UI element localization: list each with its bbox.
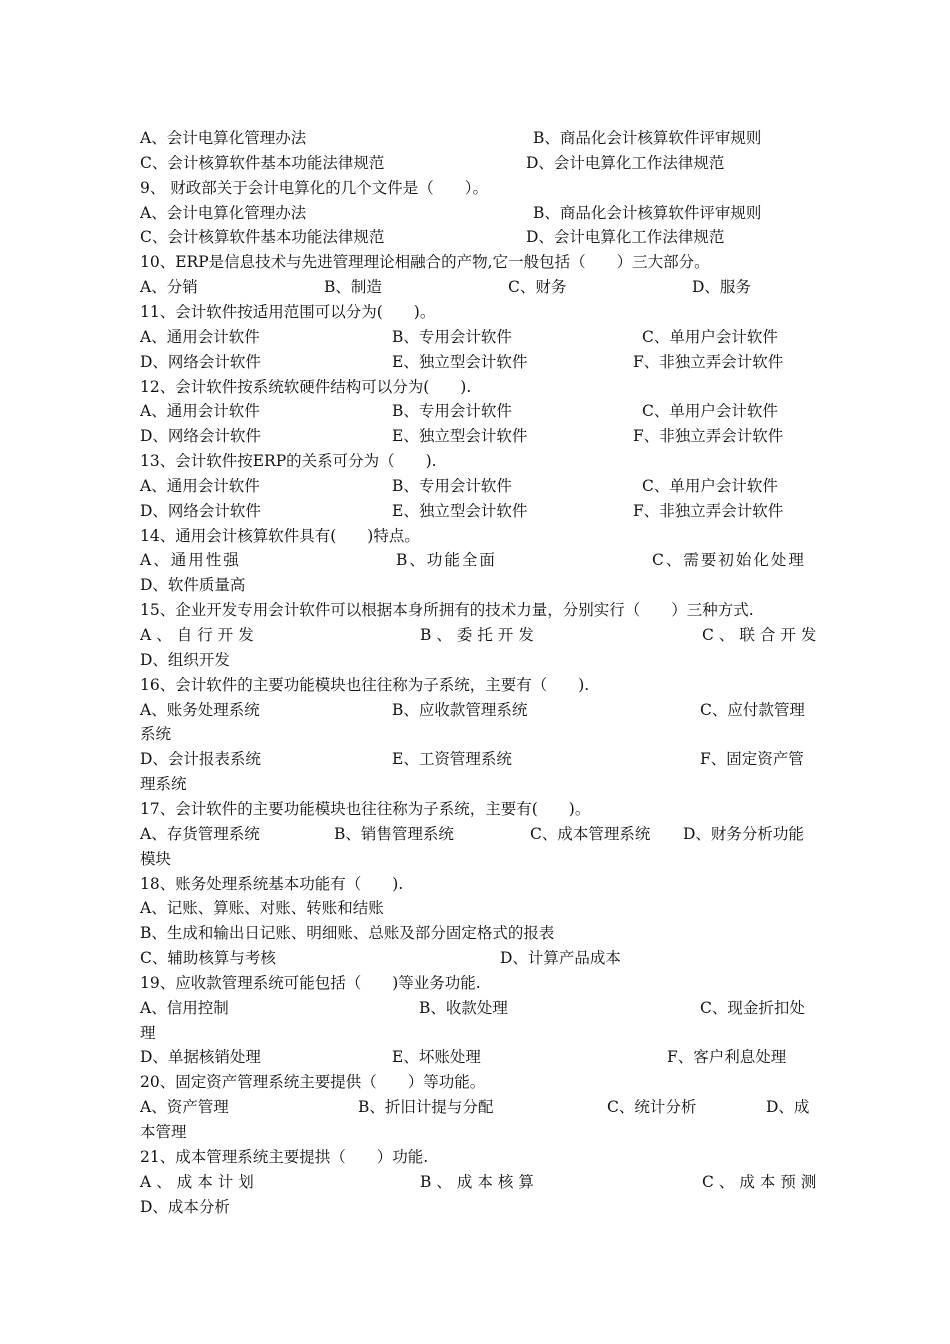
option-text: B、专用会计软件	[392, 327, 512, 346]
line-text: D、单据核销处理	[140, 1048, 261, 1067]
line-text: C、辅助核算与考核	[140, 949, 276, 968]
line-text: 10、ERP是信息技术与先进管理理论相融合的产物,它一般包括（ ）三大部分。	[140, 253, 710, 272]
option-text: C、现金折扣处	[700, 998, 805, 1017]
option-text: C、单用户会计软件	[642, 402, 778, 421]
line-text: 理	[140, 1023, 156, 1042]
option-text: F、非独立弄会计软件	[633, 427, 784, 446]
line-text: 17、会计软件的主要功能模块也往往称为子系统，主要有( )。	[140, 799, 591, 818]
line-text: A、资产管理	[140, 1098, 229, 1117]
line-text: B、生成和输出日记账、明细账、总账及部分固定格式的报表	[140, 924, 555, 943]
line-text: 20、固定资产管理系统主要提供（ ）等功能。	[140, 1073, 486, 1092]
option-text: B、专用会计软件	[392, 476, 512, 495]
option-text: F、非独立弄会计软件	[633, 501, 784, 520]
option-text: B、收款处理	[419, 998, 508, 1017]
option-text: C、需要初始化处理	[652, 551, 806, 570]
line-text: 14、通用会计核算软件具有( )特点。	[140, 526, 420, 545]
line-text: 本管理	[140, 1123, 187, 1141]
option-text: C、单用户会计软件	[642, 476, 778, 495]
option-text: F、非独立弄会计软件	[633, 352, 784, 371]
option-text: E、独立型会计软件	[392, 501, 528, 520]
line-text: A、通用性强	[140, 551, 241, 570]
line-text: A、通用会计软件	[140, 327, 260, 346]
option-text: E、坏账处理	[392, 1048, 481, 1067]
line-text: 12、会计软件按系统软硬件结构可以分为( ).	[140, 377, 472, 396]
line-text: A、成本计划	[140, 1172, 259, 1191]
line-text: A、自行开发	[140, 626, 259, 644]
option-text: B、专用会计软件	[392, 402, 512, 421]
line-text: A、分销	[140, 278, 198, 297]
line-text: D、网络会计软件	[140, 352, 261, 371]
line-text: D、软件质量高	[140, 576, 246, 595]
line-text: 15、企业开发专用会计软件可以根据本身所拥有的技术力量，分别实行（ ）三种方式.	[140, 601, 754, 620]
line-text: A、通用会计软件	[140, 402, 260, 421]
option-text: D、财务分析功能	[683, 824, 804, 843]
option-text: C、联合开发	[702, 626, 822, 644]
option-text: D、会计电算化工作法律规范	[526, 153, 725, 172]
option-text: D、成	[766, 1098, 810, 1117]
line-text: 9、 财政部关于会计电算化的几个文件是（ ）。	[140, 178, 489, 197]
line-text: D、网络会计软件	[140, 501, 261, 520]
line-text: 理系统	[140, 775, 187, 794]
option-text: C、成本预测	[702, 1172, 822, 1191]
option-text: F、客户利息处理	[667, 1048, 787, 1067]
line-text: D、成本分析	[140, 1197, 230, 1216]
option-text: D、服务	[692, 278, 751, 297]
option-text: B、成本核算	[420, 1172, 539, 1191]
line-text: A、会计电算化管理办法	[140, 129, 307, 147]
option-text: B、委托开发	[420, 626, 539, 644]
line-text: D、会计报表系统	[140, 750, 261, 769]
option-text: C、成本管理系统	[530, 824, 651, 843]
option-text: C、应付款管理	[700, 700, 805, 719]
option-text: B、商品化会计核算软件评审规则	[533, 203, 762, 222]
option-text: B、商品化会计核算软件评审规则	[533, 129, 762, 147]
line-text: A、通用会计软件	[140, 476, 260, 495]
option-text: C、财务	[508, 278, 567, 297]
option-text: B、制造	[324, 278, 382, 297]
option-text: B、功能全面	[396, 551, 497, 570]
line-text: 18、账务处理系统基本功能有（ ).	[140, 874, 404, 893]
line-text: D、网络会计软件	[140, 427, 261, 446]
line-text: A、信用控制	[140, 998, 229, 1017]
option-text: C、统计分析	[607, 1098, 697, 1117]
line-text: A、存货管理系统	[140, 824, 260, 843]
line-text: 19、应收款管理系统可能包括（ )等业务功能.	[140, 973, 481, 992]
line-text: C、会计核算软件基本功能法律规范	[140, 228, 385, 247]
line-text: 21、成本管理系统主要提拱（ ）功能.	[140, 1147, 429, 1166]
line-text: 11、会计软件按适用范围可以分为( )。	[140, 302, 436, 321]
line-text: A、记账、算账、对账、转账和结账	[140, 899, 384, 918]
option-text: B、应收款管理系统	[392, 700, 528, 719]
line-text: 模块	[140, 849, 172, 868]
line-text: A、账务处理系统	[140, 700, 260, 719]
option-text: B、折旧计提与分配	[358, 1098, 494, 1117]
option-text: C、单用户会计软件	[642, 327, 778, 346]
line-text: 13、会计软件按ERP的关系可分为（ ).	[140, 452, 437, 471]
option-text: D、计算产品成本	[500, 949, 621, 968]
option-text: B、销售管理系统	[334, 824, 454, 843]
line-text: D、组织开发	[140, 650, 230, 669]
option-text: E、独立型会计软件	[392, 352, 528, 371]
option-text: E、工资管理系统	[392, 750, 512, 769]
option-text: F、固定资产管	[700, 750, 804, 769]
line-text: 系统	[140, 725, 172, 744]
line-text: C、会计核算软件基本功能法律规范	[140, 153, 385, 172]
option-text: E、独立型会计软件	[392, 427, 528, 446]
option-text: D、会计电算化工作法律规范	[526, 228, 725, 247]
line-text: A、会计电算化管理办法	[140, 203, 307, 222]
line-text: 16、会计软件的主要功能模块也往往称为子系统，主要有（ ).	[140, 675, 590, 694]
